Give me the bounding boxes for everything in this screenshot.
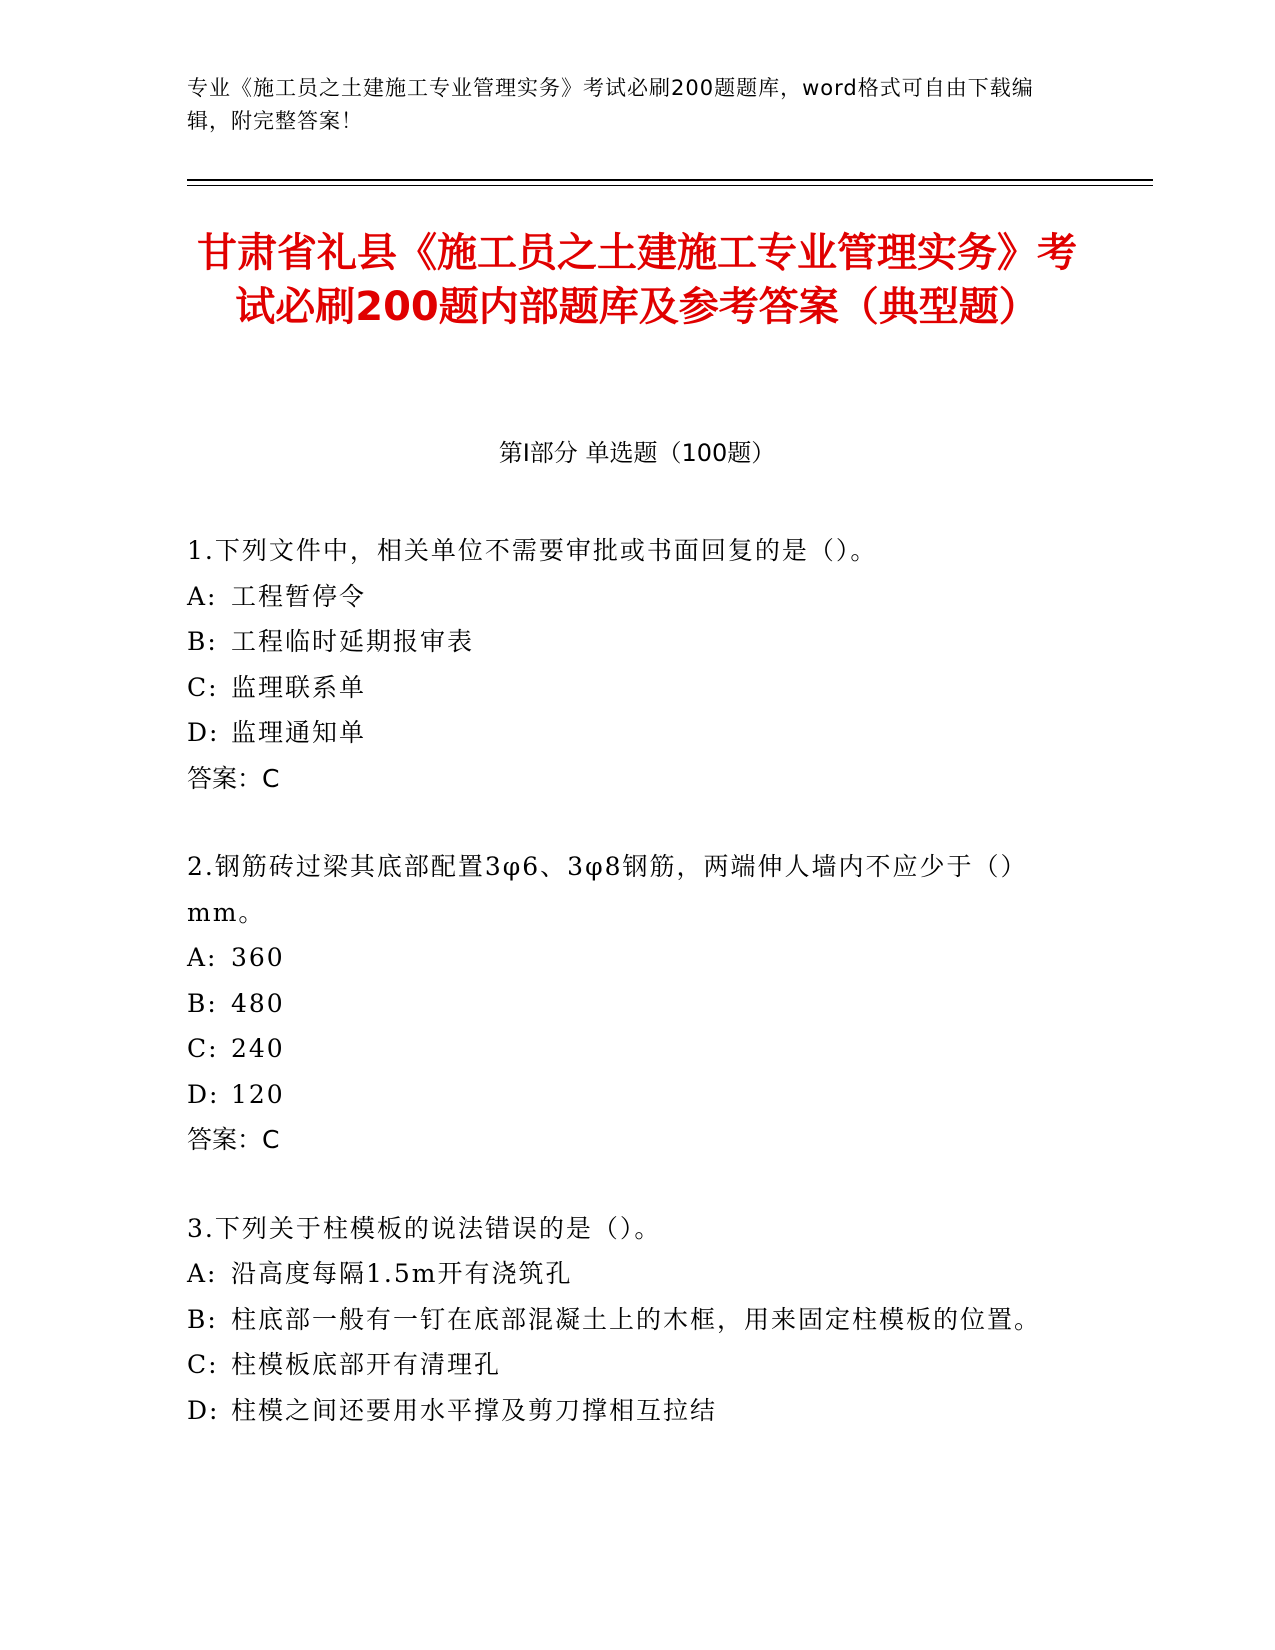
option-text: 沿高度每隔1.5m开有浇筑孔 bbox=[231, 1259, 573, 1288]
option-b bbox=[187, 981, 1087, 1027]
option-key: D: bbox=[187, 718, 220, 747]
document-title: 甘肃省礼县《施工员之土建施工专业管理实务》考试必刷200题内部题库及参考答案（典型题） bbox=[197, 230, 1077, 330]
question-stem: 1.下列文件中，相关单位不需要审批或书面回复的是（）。 bbox=[187, 536, 878, 565]
option-c bbox=[187, 1342, 1087, 1388]
option-text: 柱模板底部开有清理孔 bbox=[231, 1350, 502, 1379]
option-key: B: bbox=[187, 627, 218, 656]
option-a bbox=[187, 1251, 1087, 1297]
option-text: 柱模之间还要用水平撑及剪刀撑相互拉结 bbox=[231, 1395, 718, 1425]
option-text: 120 bbox=[231, 1079, 285, 1109]
option-a bbox=[187, 935, 1087, 981]
question-stem: 3.下列关于柱模板的说法错误的是（）。 bbox=[187, 1213, 662, 1243]
option-c bbox=[187, 1026, 1087, 1072]
option-key: C: bbox=[187, 672, 219, 702]
option-text: 监理通知单 bbox=[231, 718, 367, 747]
option-d bbox=[187, 1072, 1087, 1118]
option-d bbox=[187, 1388, 1087, 1434]
question-1 bbox=[187, 528, 1087, 801]
question-list bbox=[187, 528, 1087, 1476]
option-c bbox=[187, 665, 1087, 711]
header-divider-thick bbox=[187, 179, 1153, 181]
option-d bbox=[187, 710, 1087, 756]
option-text: 480 bbox=[231, 988, 285, 1018]
option-text: 监理联系单 bbox=[231, 672, 367, 702]
option-text: 工程暂停令 bbox=[231, 581, 367, 611]
header-note: 专业《施工员之土建施工专业管理实务》考试必刷200题题库，word格式可自由下载编辑，附完整答案！ bbox=[187, 76, 1034, 133]
option-key: C: bbox=[187, 1034, 219, 1063]
option-key: C: bbox=[187, 1350, 219, 1379]
header-divider-thin bbox=[187, 185, 1153, 186]
option-text: 360 bbox=[231, 943, 285, 972]
option-b bbox=[187, 1297, 1087, 1343]
answer-line: 答案：C bbox=[187, 1125, 280, 1154]
question-2 bbox=[187, 844, 1087, 1163]
option-key: A: bbox=[187, 1259, 218, 1288]
option-key: B: bbox=[187, 1304, 218, 1334]
option-key: D: bbox=[187, 1079, 220, 1109]
section-title: 第Ⅰ部分 单选题（100题） bbox=[498, 439, 776, 467]
option-a bbox=[187, 574, 1087, 620]
option-key: A: bbox=[187, 943, 218, 972]
question-stem: 2.钢筋砖过梁其底部配置3φ6、3φ8钢筋，两端伸人墙内不应少于（）mm。 bbox=[187, 852, 1028, 927]
option-key: D: bbox=[187, 1395, 220, 1425]
option-text: 工程临时延期报审表 bbox=[231, 627, 475, 656]
option-b bbox=[187, 619, 1087, 665]
option-text: 240 bbox=[231, 1034, 285, 1063]
answer-line: 答案：C bbox=[187, 763, 280, 793]
question-3 bbox=[187, 1206, 1087, 1434]
option-key: A: bbox=[187, 581, 218, 611]
option-text: 柱底部一般有一钉在底部混凝土上的木框，用来固定柱模板的位置。 bbox=[231, 1304, 1042, 1334]
option-key: B: bbox=[187, 988, 218, 1018]
